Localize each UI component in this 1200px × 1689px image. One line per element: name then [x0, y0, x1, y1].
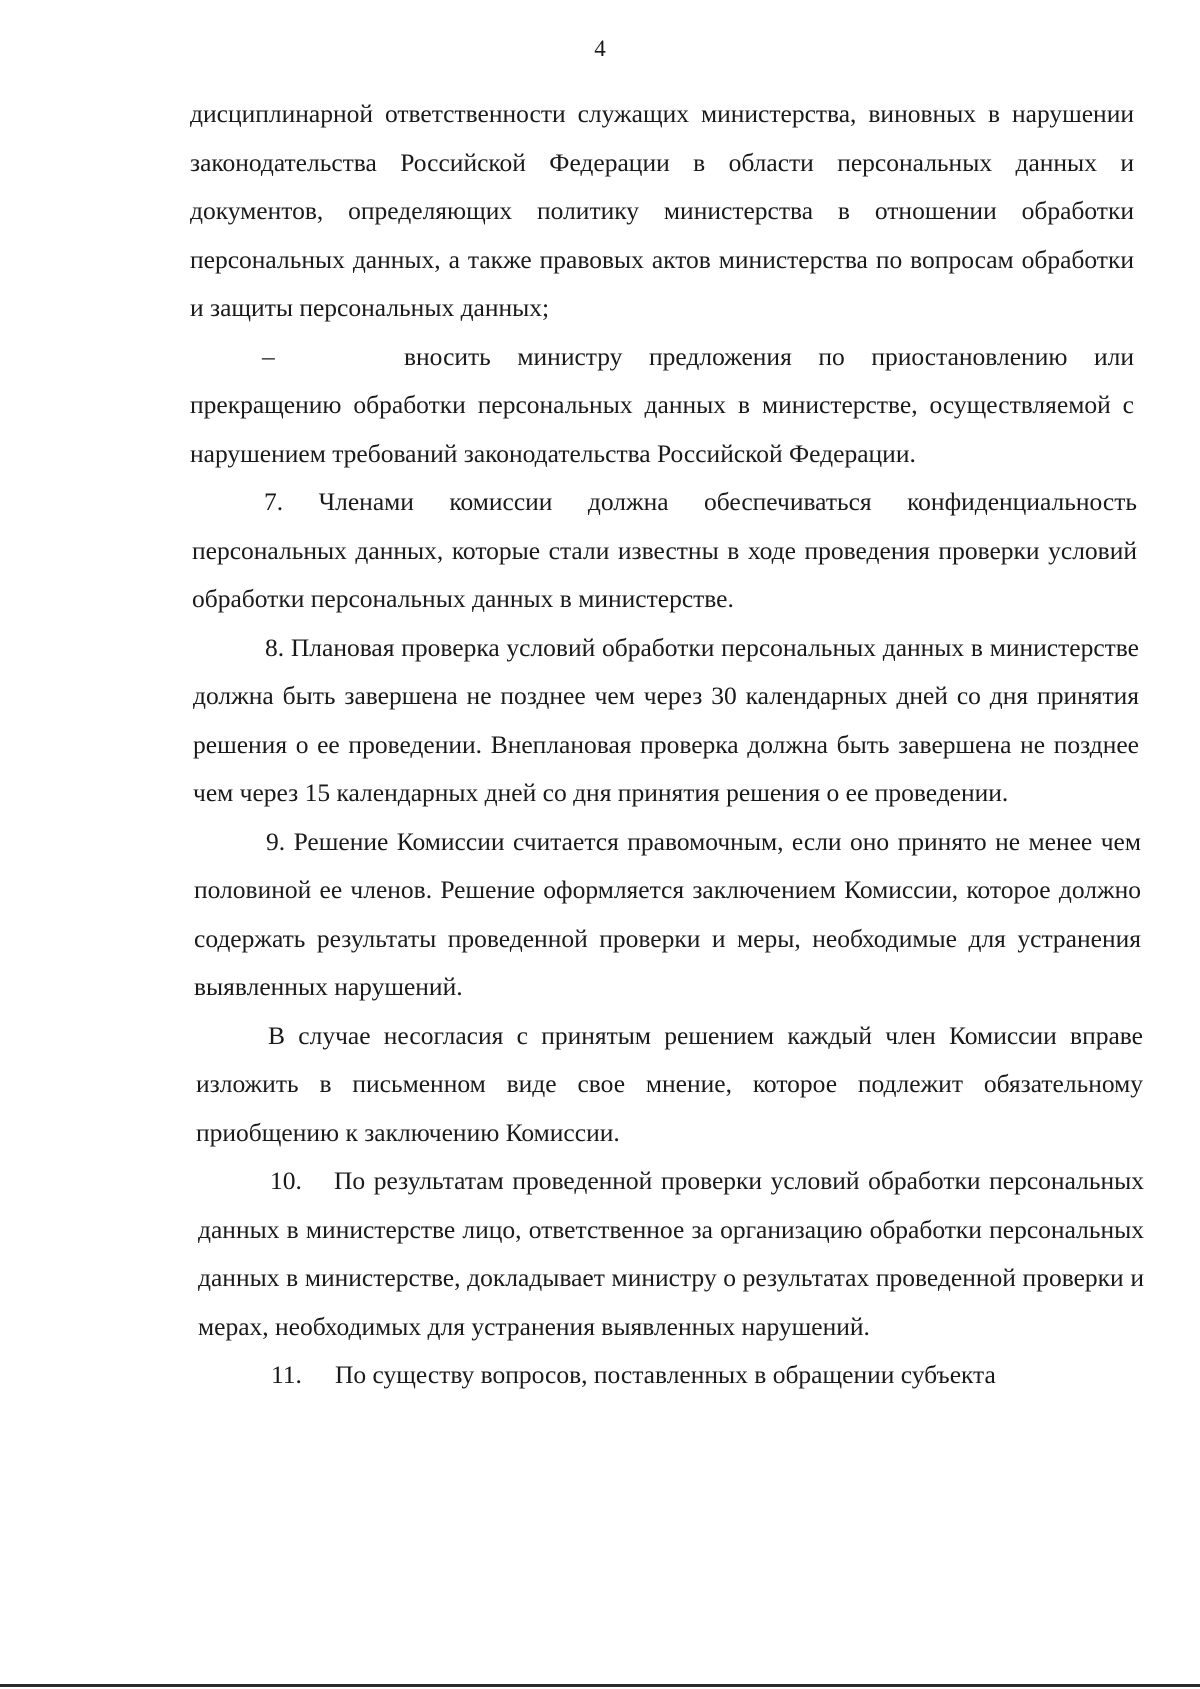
paragraph-text: 9. Решение Комиссии считается правомочным, если оно принято не менее чем половиной ее членов. Решение оформляется заключением Комиссии, которое должно содержать результаты проведенной проверки и меры, необходимые для устранения выявленных нарушений. [194, 826, 1141, 1001]
paragraph-7 [0, 478, 1200, 624]
paragraph-text: 8. Плановая проверка условий обработки персональных данных в министерстве должна быть завершена не позднее чем через 30 календарных дней со дня принятия решения о ее проведении. Внеплановая проверка должна быть завершена не позднее чем через 15 календарных дней со дня принятия решения о ее проведении. [193, 632, 1139, 807]
paragraph-9-continued [0, 1012, 1200, 1158]
page-number: 4 [594, 36, 606, 61]
item-number: 10. [270, 1166, 302, 1195]
paragraph-text: В случае несогласия с принятым решением каждый член Комиссии вправе изложить в письменном виде свое мнение, которое подлежит обязательному приобщению к заключению Комиссии. [196, 1020, 1143, 1147]
paragraph-text: дисциплинарной ответственности служащих министерства, виновных в нарушении законодательства Российской Федерации в области персональных данных и документов, определяющих политику министерства в отношении обработки персональных данных, а также правовых актов министерства по вопросам обработки и защиты персональных данных; [190, 99, 1134, 322]
paragraph-10 [0, 1157, 1200, 1351]
paragraph-text: 7. Членами комиссии должна обеспечиваться конфиденциальность персональных данных, которые стали известны в ходе проведения проверки условий обработки персональных данных в министерстве. [192, 487, 1137, 613]
page-bottom-edge [0, 1684, 1200, 1687]
paragraph-text: По результатам проведенной проверки условий обработки персональных данных в министерстве лицо, ответственное за организацию обработки персональных данных в министерстве, докладывает министру о результатах проведенной проверки и мерах, необходимых для устранения выявленных нарушений. [198, 1166, 1144, 1341]
paragraph-8 [0, 624, 1200, 818]
paragraph-text: По существу вопросов, поставленных в обращении субъекта [335, 1360, 996, 1389]
document-body [0, 90, 1200, 1400]
paragraph-9 [0, 818, 1200, 1012]
paragraph-text: вносить министру предложения по приостановлению или прекращению обработки персональных данных в министерстве, осуществляемой с нарушением требований законодательства Российской Федерации. [190, 341, 1134, 468]
paragraph-continuation [0, 90, 1200, 333]
item-number: 11. [271, 1360, 302, 1389]
list-item-dash [0, 333, 1200, 479]
dash-marker: – [262, 341, 275, 371]
paragraph-11 [0, 1351, 1200, 1400]
